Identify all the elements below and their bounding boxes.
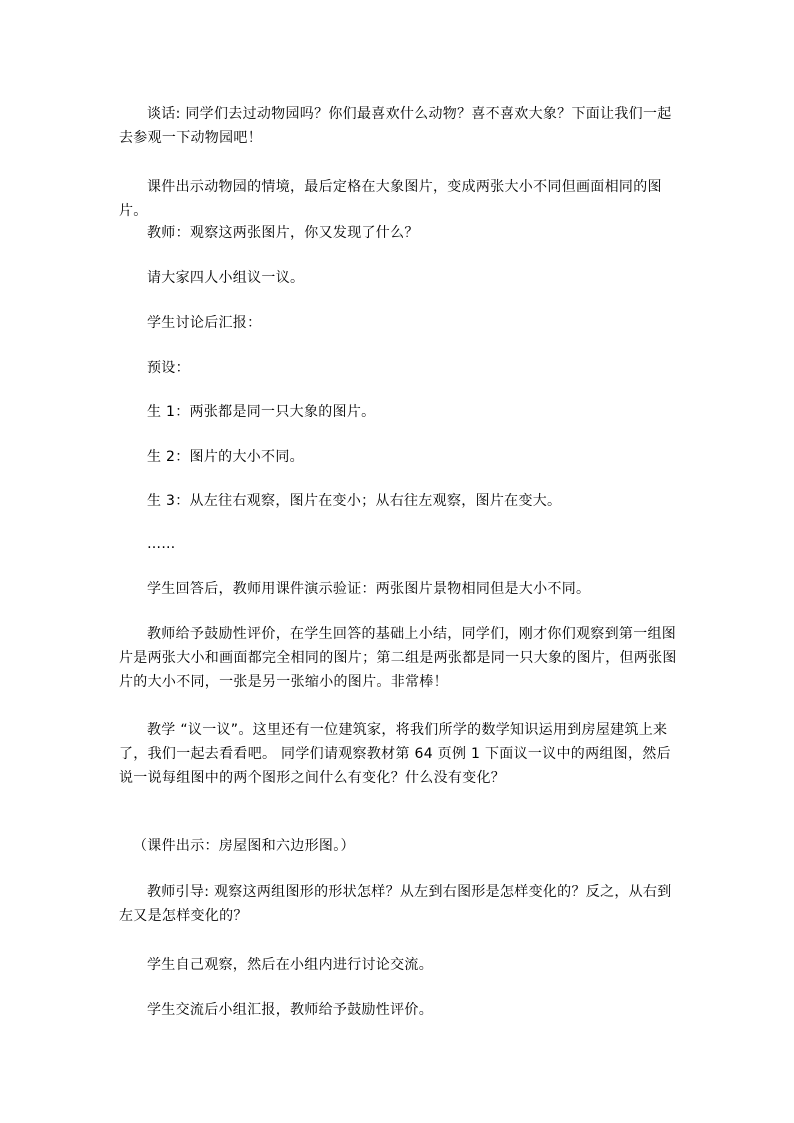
paragraph-group-discuss: 请大家四人小组议一议。 xyxy=(147,270,305,286)
paragraph-student-1: 生 1：两张都是同一只大象的图片。 xyxy=(147,404,376,420)
paragraph-verification: 学生回答后，教师用课件演示验证：两张图片景物相同但是大小不同。 xyxy=(147,581,591,597)
paragraph-group-report: 学生交流后小组汇报，教师给予鼓励性评价。 xyxy=(147,1002,433,1018)
paragraph-self-observe: 学生自己观察，然后在小组内进行讨论交流。 xyxy=(147,957,433,973)
paragraph-courseware: 课件出示动物园的情境，最后定格在大象图片，变成两张大小不同但画面相同的图片。 xyxy=(119,179,662,219)
paragraph-student-3: 生 3：从左往右观察，图片在变小；从右往左观察，图片在变大。 xyxy=(147,493,562,509)
paragraph-preset: 预设： xyxy=(147,360,190,376)
paragraph-discuss-section: 教学 “议一议”。这里还有一位建筑家，将我们所学的数学知识运用到房屋建筑上来了，我们一起去看看吧。 同学们请观察教材第 64 页例 1 下面议一议中的两组图，然后说一说每组图中的两个图形之间什么有变化？什么没有变化？ xyxy=(119,722,671,786)
paragraph-student-2: 生 2：图片的大小不同。 xyxy=(147,449,304,465)
paragraph-teacher-guide: 教师引导: 观察这两组图形的形状怎样？从左到右图形是怎样变化的？反之，从右到左又是怎样变化的？ xyxy=(119,884,672,924)
paragraph-teacher-question: 教师：观察这两张图片，你又发现了什么？ xyxy=(147,225,419,241)
paragraph-intro-talk: 谈话: 同学们去过动物园吗？你们最喜欢什么动物？喜不喜欢大象？下面让我们一起去参观一下动物园吧！ xyxy=(119,106,672,146)
paragraph-courseware-houses: （课件出示：房屋图和六边形图。） xyxy=(133,838,355,854)
paragraph-ellipsis: …… xyxy=(147,536,176,552)
paragraph-summary: 教师给予鼓励性评价，在学生回答的基础上小结，同学们，刚才你们观察到第一组图片是两张大小和画面都完全相同的图片；第二组是两张都是同一只大象的图片，但两张图片的大小不同，一张是另一张缩小的图片。非常棒！ xyxy=(119,626,677,690)
paragraph-report: 学生讨论后汇报： xyxy=(147,315,262,331)
